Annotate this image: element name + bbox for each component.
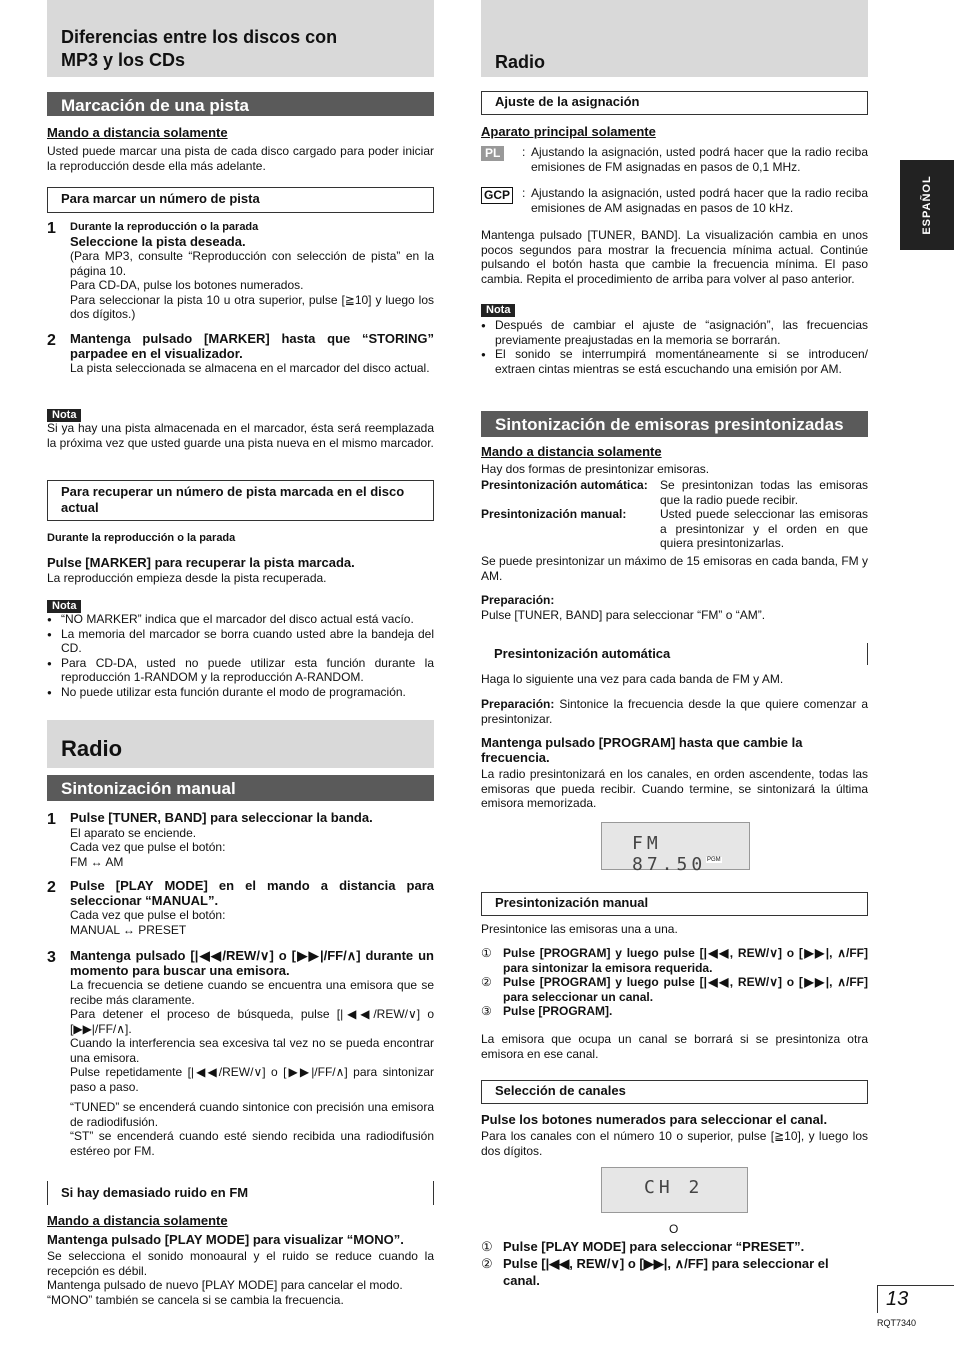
recuperar-instruction: Pulse [MARKER] para recuperar la pista marcada. — [47, 555, 355, 570]
section-title-radio: Radio — [495, 52, 546, 72]
step-text: “ST” se encenderá cuando esté siendo recibida una radiodifusión estéreo por FM. — [70, 1129, 434, 1158]
box-ajuste-asignacion: Ajuste de la asignación — [481, 91, 868, 115]
def-desc-manual: Usted puede seleccionar las emisoras a presintonizar y el orden en que quiera presintonizarlas. — [660, 507, 868, 550]
subheading-presintonizadas: Sintonización de emisoras presintonizadas — [481, 411, 868, 437]
step-instruction: Mantenga pulsado [|◀◀/REW/∨] o [▶▶|/FF/∧] durante un momento para buscar una emisora. — [70, 948, 434, 978]
list-item: ● Para CD-DA, usted no puede utilizar esta función durante la reproducción 1-RANDOM y la reproducción A-RANDOM. — [47, 656, 434, 685]
nota-list — [47, 612, 434, 699]
text-line: “MONO” también se cancela si se cambia la frecuencia. — [47, 1292, 344, 1307]
step-text: “TUNED” se encenderá cuando sintonice con precisión una emisora de radiodifusión. — [70, 1100, 434, 1129]
seleccion-text: Para los canales con el número 10 o superior, pulse [≧10], y luego los dos dígitos. — [481, 1129, 868, 1158]
main-unit-only-label: Aparato principal solamente — [481, 124, 656, 139]
gcp-note: GCP : Ajustando la asignación, usted podrá hacer que la radio reciba emisiones de AM asignadas en pasos de 10 kHz. — [481, 186, 868, 215]
nota-list — [481, 318, 868, 376]
lcd-text: FM 87.50 — [632, 833, 707, 875]
def-term-auto: Presintonización automática: — [481, 478, 648, 492]
lcd-display-fm — [601, 822, 750, 875]
nota-badge: Nota — [481, 300, 868, 318]
max-text: Se puede presintonizar un máximo de 15 emisoras en cada banda, FM y AM. — [481, 554, 868, 583]
list-item: ● “NO MARKER” indica que el marcador del disco actual está vacío. — [47, 612, 434, 627]
seleccion-instruction: Pulse los botones numerados para seleccionar el canal. — [481, 1112, 828, 1127]
list-item: ② Pulse [|◀◀, REW/∨] o [▶▶|, ∧/FF] para seleccionar el canal. — [481, 1256, 829, 1288]
step-number: 3 — [47, 949, 56, 966]
gcp-tag: GCP — [481, 187, 513, 204]
ruido-instruction: Mantenga pulsado [PLAY MODE] para visualizar “MONO”. — [47, 1232, 404, 1247]
pl-note: PL : Ajustando la asignación, usted podrá hacer que la radio reciba emisiones de FM asignadas en pasos de 0,1 MHz. — [481, 145, 868, 174]
recuperar-context: Durante la reproducción o la parada — [47, 532, 236, 544]
title-line1: Diferencias entre los discos con — [61, 27, 338, 47]
doc-code: RQT7340 — [877, 1318, 917, 1328]
preparacion-label: Preparación: — [481, 593, 555, 607]
list-item: ● Después de cambiar el ajuste de “asignación”, las frecuencias previamente preajustadas en la memoria se borrarán. — [481, 318, 868, 347]
step-instruction: Mantenga pulsado [MARKER] hasta que “STORING” parpadee en el visualizador. — [70, 331, 434, 361]
list-item: ● La memoria del marcador se borra cuando usted abre la bandeja del CD. — [47, 627, 434, 656]
box-presint-auto-title: Presintonización automática — [494, 646, 671, 661]
recuperar-text: La reproducción empieza desde la pista recuperada. — [47, 571, 327, 585]
box-seleccion-canales: Selección de canales — [481, 1080, 868, 1104]
lcd-display-ch — [601, 1167, 748, 1213]
preparacion-2 — [481, 697, 868, 726]
step-1-marcar — [47, 220, 434, 330]
box-marcar-pista: Para marcar un número de pista — [47, 187, 434, 213]
step-text: La pista seleccionada se almacena en el marcador del disco actual. — [70, 361, 430, 375]
definition-list — [481, 478, 868, 551]
step-number: 1 — [47, 811, 56, 828]
list-item: ③ Pulse [PROGRAM]. — [481, 1004, 613, 1018]
step-2-manual — [47, 879, 434, 943]
step-text: Para seleccionar la pista 10 u otra superior, pulse [≧10] y luego los dos dígitos.) — [70, 292, 434, 321]
title-line2: MP3 y los CDs — [61, 50, 186, 70]
or-text: O — [669, 1222, 679, 1236]
language-tab-label: ESPAÑOL — [921, 175, 933, 235]
text-line: Mantenga pulsado de nuevo [PLAY MODE] para cancelar el modo. — [47, 1278, 403, 1292]
nota-badge: Nota — [47, 596, 434, 614]
box-recuperar-pista: Para recuperar un número de pista marcada en el disco actual — [47, 480, 434, 521]
nota-text: Si ya hay una pista almacenada en el marcador, ésta será reemplazada la próxima vez que usted guarde una pista nueva en el mismo marcador. — [47, 421, 434, 450]
step-number: 2 — [47, 332, 56, 349]
lcd-pgm-indicator: PGM — [707, 857, 721, 863]
page-number-box — [877, 1285, 954, 1313]
step-text: Cuando la interferencia sea excesiva tal vez no se pueda encontrar una emisora. — [70, 1036, 434, 1065]
step-number: 1 — [47, 220, 56, 237]
step-3-manual — [47, 949, 434, 1169]
language-tab — [900, 160, 954, 250]
box-presint-auto — [481, 643, 868, 665]
seleccion-steps — [481, 1238, 868, 1289]
gcp-text: Ajustando la asignación, usted podrá hacer que la radio reciba emisiones de AM asignadas en pasos de 10 kHz. — [531, 186, 868, 215]
manual-text-2: La emisora que ocupa un canal se borrará si se presintoniza otra emisora en ese canal. — [481, 1032, 868, 1061]
pl-tag: PL — [481, 146, 504, 161]
step-instruction: Seleccione la pista deseada. — [70, 233, 246, 249]
step-text: Para detener el proceso de búsqueda, pulse [|◀◀/REW/∨] o [▶▶|/FF/∧]. — [70, 1007, 434, 1036]
pl-text: Ajustando la asignación, usted podrá hacer que la radio reciba emisiones de FM asignadas en pasos de 0,1 MHz. — [531, 145, 868, 174]
box-ruido-fm — [47, 1181, 434, 1205]
lcd-text: CH 2 — [644, 1177, 704, 1198]
manual-text: Presintonice las emisoras una a una. — [481, 922, 678, 936]
step-context: Durante la reproducción o la parada — [70, 221, 259, 233]
auto-instruction: Mantenga pulsado [PROGRAM] hasta que cambie la frecuencia. — [481, 735, 803, 765]
list-item: ● El sonido se interrumpirá momentáneamente si se introducen/ extraen cintas mientras se está escuchando una emisión por AM. — [481, 347, 868, 376]
two-ways-text: Hay dos formas de presintonizar emisoras. — [481, 462, 710, 476]
remote-only-label: Mando a distancia solamente — [47, 125, 228, 140]
list-item: ① Pulse [PLAY MODE] para seleccionar “PRESET”. — [481, 1239, 805, 1254]
step-text: (Para MP3, consulte “Reproducción con selección de pista” en la página 10. — [70, 249, 434, 278]
box-ruido-title: Si hay demasiado ruido en FM — [61, 1185, 249, 1200]
step-text: La frecuencia se detiene cuando se encuentra una emisora que se recibe más claramente. — [70, 978, 434, 1007]
list-item: ● No puede utilizar esta función durante el modo de programación. — [47, 685, 434, 700]
ruido-text — [47, 1249, 434, 1307]
subheading-sintonizacion-manual: Sintonización manual — [47, 775, 434, 801]
preparacion-label: Preparación: — [481, 697, 555, 711]
step-instruction: Pulse [PLAY MODE] en el mando a distancia para seleccionar “MANUAL”. — [70, 878, 434, 908]
auto-text-2: La radio presintonizará en los canales, en orden ascendente, todas las emisoras que pueda recibir. Cuando termine, se sintonizará la última emisora memorizada. — [481, 767, 868, 810]
list-item: ② Pulse [PROGRAM] y luego pulse [|◀◀, REW/∨] o [▶▶|, ∧/FF] para seleccionar un canal. — [481, 975, 868, 1004]
step-text: FM ↔ AM — [70, 854, 124, 869]
remote-only-label: Mando a distancia solamente — [481, 444, 662, 459]
preparacion — [481, 593, 868, 622]
preparacion-text: Pulse [TUNER, BAND] para seleccionar “FM” o “AM”. — [481, 607, 766, 622]
step-text: El aparato se enciende. — [70, 825, 197, 840]
page-number: 13 — [886, 1288, 909, 1310]
ajuste-paragraph: Mantenga pulsado [TUNER, BAND]. La visualización cambia en unos pocos segundos para mostrar la frecuencia mínima actual. Continúe pulsando el botón hasta que cambie la frecuencia mínima. El paso cambia. Repita el procedimiento de arriba para volver al paso anterior. — [481, 228, 868, 286]
section-title-radio: Radio — [61, 736, 123, 761]
preparacion-text: Sintonice la frecuencia desde la que quiere comenzar a presintonizar. — [481, 697, 868, 726]
marcacion-intro: Usted puede marcar una pista de cada disco cargado para poder iniciar la reproducción desde ella más adelante. — [47, 144, 434, 173]
step-text: Cada vez que pulse el botón: — [70, 840, 226, 854]
remote-only-label: Mando a distancia solamente — [47, 1213, 228, 1228]
step-number: 2 — [47, 879, 56, 896]
step-text: MANUAL ↔ PRESET — [70, 922, 187, 937]
text-line: Se selecciona el sonido monoaural y el ruido se reduce cuando la recepción es débil. — [47, 1249, 434, 1278]
step-text: Cada vez que pulse el botón: — [70, 908, 226, 922]
subheading-marcacion: Marcación de una pista — [47, 92, 434, 116]
section-header-diferencias — [47, 0, 434, 77]
box-presint-manual: Presintonización manual — [481, 892, 868, 916]
def-term-manual: Presintonización manual: — [481, 507, 627, 521]
section-header-radio-left — [47, 720, 434, 768]
step-1-manual — [47, 811, 434, 873]
def-desc-auto: Se presintonizan todas las emisoras que la radio puede recibir. — [660, 478, 868, 507]
list-item: ① Pulse [PROGRAM] y luego pulse [|◀◀, REW/∨] o [▶▶|, ∧/FF] para sintonizar la emisora requerida. — [481, 946, 868, 975]
auto-text: Haga lo siguiente una vez para cada banda de FM y AM. — [481, 672, 784, 686]
step-text: Pulse repetidamente [|◀◀/REW/∨] o [▶▶|/FF/∧] para sintonizar paso a paso. — [70, 1065, 434, 1094]
step-instruction: Pulse [TUNER, BAND] para seleccionar la banda. — [70, 810, 373, 825]
step-2-marcar — [47, 332, 434, 402]
nota-badge: Nota — [47, 405, 434, 423]
manual-steps — [481, 946, 868, 1019]
section-header-radio-right — [481, 0, 868, 77]
step-text: Para CD-DA, pulse los botones numerados. — [70, 278, 304, 292]
section-title-diferencias — [61, 26, 337, 72]
